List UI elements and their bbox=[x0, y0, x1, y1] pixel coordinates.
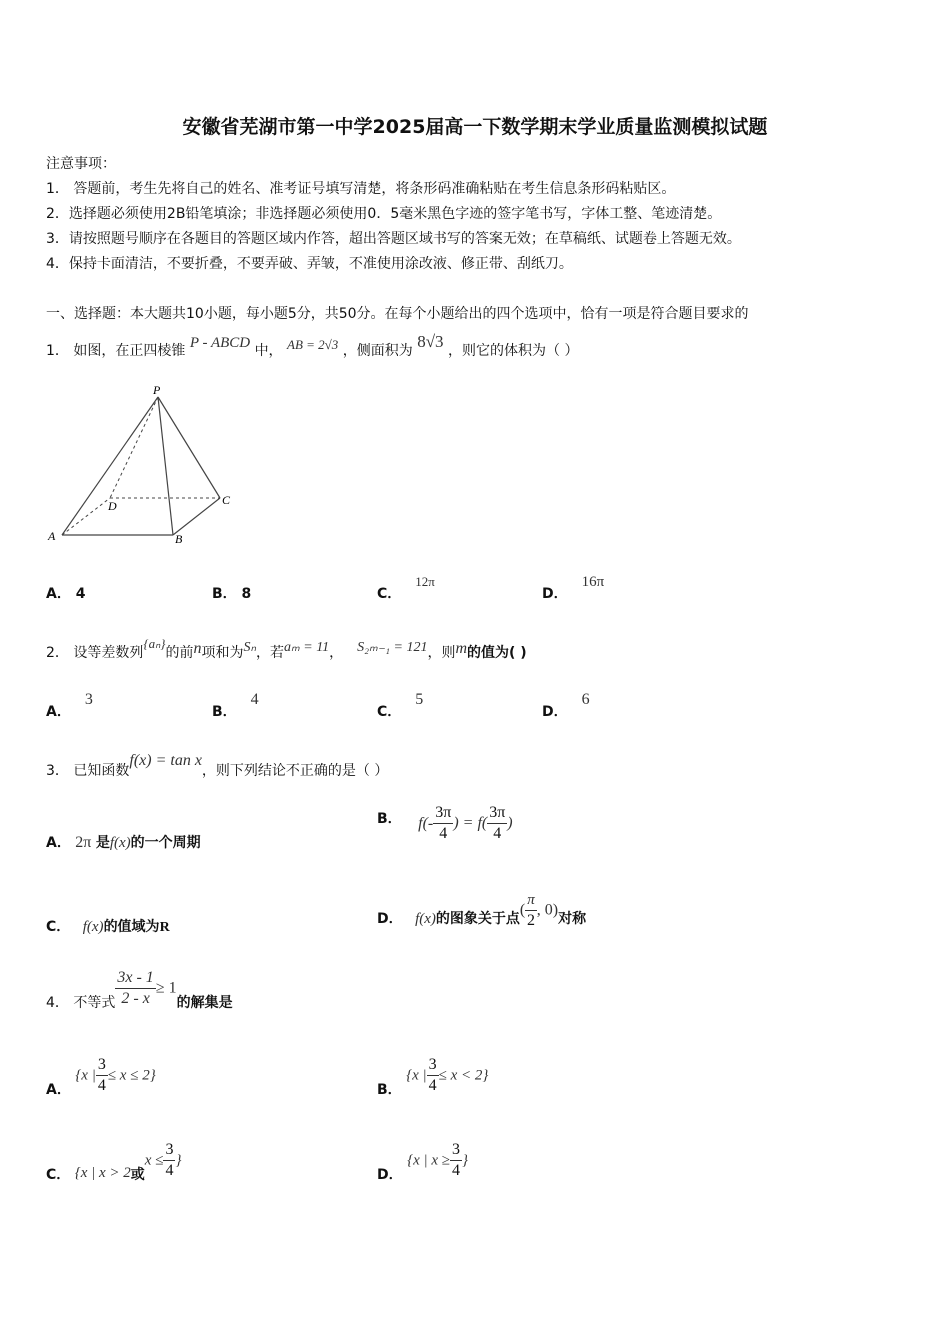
page-title: 安徽省芜湖市第一中学2025届高一下数学期末学业质量监测模拟试题 bbox=[182, 116, 768, 138]
q4-number: 4． bbox=[46, 994, 69, 1011]
vertex-label-p: P bbox=[153, 383, 161, 397]
notice-heading: 注意事项： bbox=[46, 156, 116, 172]
question-3 bbox=[46, 752, 389, 780]
q3-math-func: f(x) = tan x bbox=[129, 752, 202, 769]
q1-text: 中， bbox=[254, 343, 283, 359]
q3-option-b[interactable]: B． f(- $\frac{3\pi}{4}$ ) = f( $\frac{3\pi}{4}$ ) bbox=[377, 804, 513, 842]
q1-math-ab: AB = 2√3 bbox=[287, 337, 339, 352]
q1-option-a[interactable]: A． 4 bbox=[46, 586, 86, 602]
q4-option-a[interactable]: A． {x | $\frac{3}{4}$ ≤ x ≤ 2} bbox=[46, 1056, 156, 1098]
q4-option-b[interactable]: B． {x | $\frac{3}{4}$ ≤ x < 2} bbox=[377, 1056, 489, 1098]
q2-text: ，则 bbox=[427, 645, 456, 661]
section-heading: 一、选择题：本大题共10小题，每小题5分，共50分。在每个小题给出的四个选项中，恰有一项是符合题目要求的 bbox=[46, 306, 749, 322]
q2-text: ， bbox=[329, 645, 344, 661]
q2-math-seq: {aₙ} bbox=[143, 636, 166, 651]
q4-text: 不等式 bbox=[73, 994, 116, 1011]
vertex-label-c: C bbox=[222, 493, 231, 507]
notice-item: 4．保持卡面清洁，不要折叠，不要弄破、弄皱，不准使用涂改液、修正带、刮纸刀。 bbox=[46, 256, 573, 272]
q2-option-a[interactable]: A．3 bbox=[46, 691, 93, 720]
pyramid-figure bbox=[40, 380, 250, 550]
q1-text: ，则它的体积为（ ） bbox=[448, 343, 579, 359]
q3-option-c[interactable]: C． f(x)的值域为R bbox=[46, 919, 170, 935]
q2-math-am: aₘ = 11 bbox=[284, 640, 330, 655]
notice-item: 3．请按照题号顺序在各题目的答题区域内作答，超出答题区域书写的答案无效；在草稿纸、试题卷上答题无效。 bbox=[46, 231, 741, 247]
q2-option-d[interactable]: D．6 bbox=[542, 691, 590, 720]
q1-option-b[interactable]: B． 8 bbox=[212, 586, 252, 602]
q3-text: ，则下列结论不正确的是（ ） bbox=[201, 763, 389, 779]
q1-math-area: 8√3 bbox=[417, 332, 444, 351]
question-2 bbox=[46, 636, 527, 662]
q2-number: 2． bbox=[46, 645, 69, 661]
question-1 bbox=[46, 332, 579, 360]
q1-number: 1． bbox=[46, 343, 69, 359]
q3-text: 已知函数 bbox=[73, 763, 130, 779]
q3-option-a[interactable]: A． 2π 是f(x)的一个周期 bbox=[46, 834, 201, 851]
q4-denominator: 2 - x bbox=[121, 990, 150, 1007]
q4-text: 的解集是 bbox=[176, 994, 233, 1011]
q4-numerator: 3x - 1 bbox=[115, 968, 155, 989]
q2-option-b[interactable]: B．4 bbox=[212, 691, 259, 720]
vertex-label-a: A bbox=[48, 529, 56, 543]
notice-item: 2．选择题必须使用2B铅笔填涂；非选择题必须使用0．5毫米黑色字迹的签字笔书写，字体工整、笔迹清楚。 bbox=[46, 206, 722, 222]
vertex-label-d: D bbox=[108, 499, 117, 513]
q4-option-d[interactable]: D． {x | x ≥ $\frac{3}{4}$ } bbox=[377, 1141, 468, 1183]
q2-text: 设等差数列 bbox=[73, 645, 144, 661]
q1-option-c[interactable]: C．12π bbox=[377, 574, 435, 602]
q2-math-n: n bbox=[193, 640, 202, 657]
q2-text: 的值为( ) bbox=[467, 645, 527, 661]
q3-number: 3． bbox=[46, 763, 69, 779]
question-4 bbox=[46, 968, 233, 1009]
q2-text: 的前 bbox=[165, 645, 194, 661]
q2-text: 项和为 bbox=[201, 645, 244, 661]
q1-text: 如图，在正四棱锥 bbox=[73, 343, 186, 359]
notice-item: 1． 答题前，考生先将自己的姓名、准考证号填写清楚，将条形码准确粘贴在考生信息条形码粘贴区。 bbox=[46, 181, 676, 197]
q1-math-pyramid: P - ABCD bbox=[189, 335, 251, 351]
vertex-label-b: B bbox=[175, 532, 183, 546]
q2-math-m: m bbox=[455, 640, 468, 657]
q2-text: ，若 bbox=[256, 645, 285, 661]
q2-math-sn: Sₙ bbox=[243, 640, 257, 655]
q2-option-c[interactable]: C．5 bbox=[377, 691, 424, 720]
q2-math-s2m: S₂ₘ₋₁ = 121 bbox=[357, 640, 428, 655]
q3-option-d[interactable]: D． f(x)的图象关于点( $\frac{\pi}{2}$ , 0)对称 bbox=[377, 892, 587, 929]
q4-option-c[interactable]: C． {x | x > 2或x ≤ $\frac{3}{4}$ } bbox=[46, 1141, 182, 1183]
q4-relation: ≥ 1 bbox=[155, 979, 177, 997]
q1-text: ，侧面积为 bbox=[342, 343, 413, 359]
q1-option-d[interactable]: D．16π bbox=[542, 574, 605, 602]
